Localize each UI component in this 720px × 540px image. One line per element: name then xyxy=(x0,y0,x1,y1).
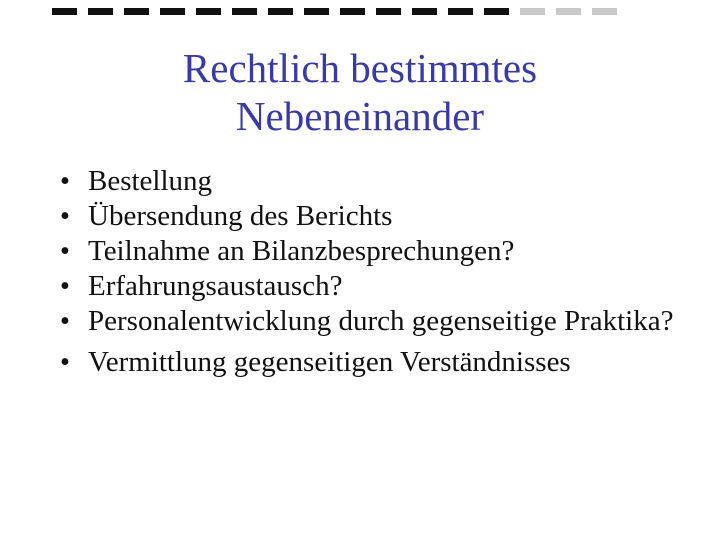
slide-title-line-1: Rechtlich bestimmtes xyxy=(182,45,538,91)
bullet-text: Übersendung des Berichts xyxy=(88,200,393,232)
bullet-text: Bestellung xyxy=(88,165,213,197)
bullet-item xyxy=(55,164,695,199)
bullet-icon: • xyxy=(59,346,71,378)
dash-segment xyxy=(196,8,221,15)
bullet-item xyxy=(55,234,695,269)
bullet-text: Teilnahme an Bilanzbesprechungen? xyxy=(88,235,515,267)
bullet-list xyxy=(55,164,695,380)
dash-segment xyxy=(232,8,257,15)
dash-segment xyxy=(592,8,617,15)
bullet-icon: • xyxy=(59,165,71,197)
bullet-item xyxy=(55,304,695,339)
bullet-text: Vermittlung gegenseitigen Verständnisses xyxy=(88,346,571,378)
slide-title xyxy=(60,44,660,140)
bullet-text: Personalentwicklung durch gegenseitige Praktika? xyxy=(88,305,674,337)
dash-segment xyxy=(268,8,293,15)
decorative-dash-bar xyxy=(52,8,617,15)
bullet-item xyxy=(55,199,695,234)
dash-segment xyxy=(160,8,185,15)
bullet-item xyxy=(55,269,695,304)
dash-segment xyxy=(376,8,401,15)
dash-segment xyxy=(556,8,581,15)
bullet-icon: • xyxy=(59,235,71,267)
dash-segment xyxy=(124,8,149,15)
dash-segment xyxy=(484,8,509,15)
dash-segment xyxy=(52,8,77,15)
dash-segment xyxy=(340,8,365,15)
dash-segment xyxy=(412,8,437,15)
dash-segment xyxy=(448,8,473,15)
bullet-icon: • xyxy=(59,305,71,337)
bullet-icon: • xyxy=(59,200,71,232)
bullet-icon: • xyxy=(59,270,71,302)
bullet-item xyxy=(55,345,695,380)
dash-segment xyxy=(304,8,329,15)
slide-title-line-2: Nebeneinander xyxy=(235,93,485,139)
dash-segment xyxy=(520,8,545,15)
dash-segment xyxy=(88,8,113,15)
bullet-text: Erfahrungsaustausch? xyxy=(88,270,343,302)
